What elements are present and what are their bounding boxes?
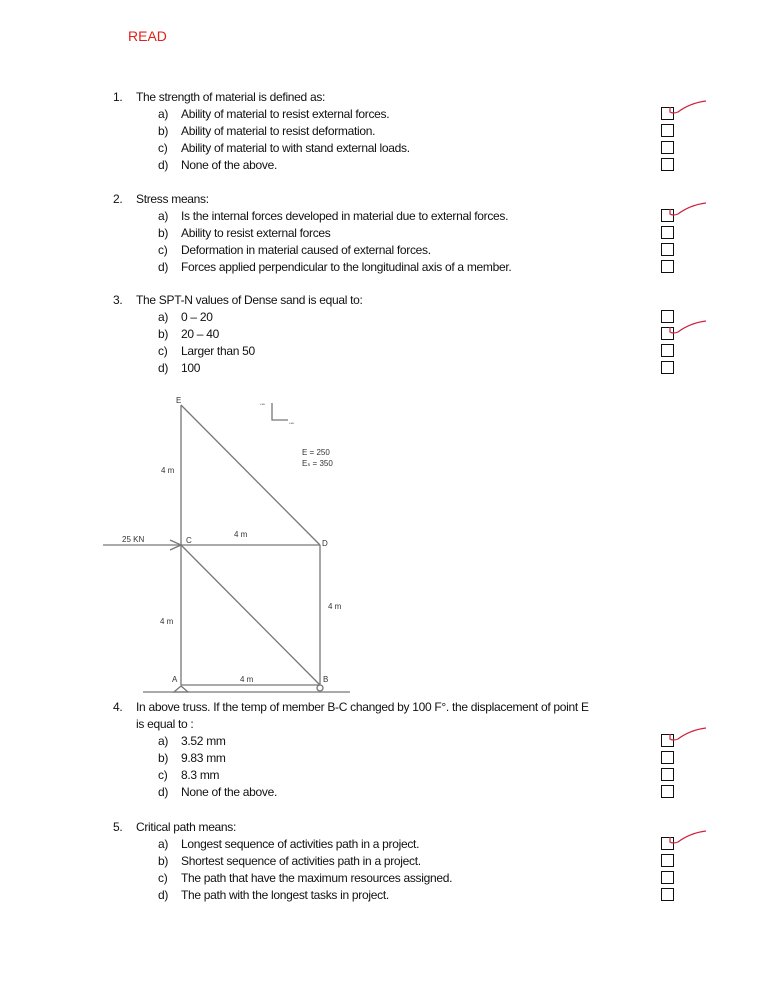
question-text: In above truss. If the temp of member B-C changed by 100 F°. the displacement of point E: [136, 700, 589, 714]
option-letter: a): [158, 837, 169, 851]
option-text: Is the internal forces developed in material due to external forces.: [181, 209, 509, 223]
option-text: Ability to resist external forces: [181, 226, 331, 240]
option-text: 3.52 mm: [181, 734, 226, 748]
axis-label-x: +ve: [289, 421, 294, 425]
node-a-label: A: [172, 675, 178, 684]
pin-support: [174, 686, 188, 692]
option-letter: d): [158, 785, 169, 799]
node-d-label: D: [322, 539, 328, 548]
modulus-s-label: Eₛ = 350: [302, 459, 333, 468]
option-text: Longest sequence of activities path in a project.: [181, 837, 420, 851]
axis-label-y: +ve: [260, 402, 265, 406]
option-text: None of the above.: [181, 158, 278, 172]
option-text: The path that have the maximum resources assigned.: [181, 871, 453, 885]
option-letter: d): [158, 888, 169, 902]
option-text: 100: [181, 361, 201, 375]
option-text: Forces applied perpendicular to the longitudinal axis of a member.: [181, 260, 512, 274]
option-text: 0 – 20: [181, 310, 213, 324]
option-letter: c): [158, 141, 168, 155]
option-letter: b): [158, 327, 169, 341]
axis-icon: [272, 403, 288, 420]
option-text: 9.83 mm: [181, 751, 226, 765]
option-text: Shortest sequence of activities path in a project.: [181, 854, 421, 868]
node-e-label: E: [176, 396, 182, 405]
question-number: 2.: [113, 192, 123, 206]
option-text: Deformation in material caused of external forces.: [181, 243, 431, 257]
option-letter: a): [158, 209, 169, 223]
length-ab: 4 m: [240, 675, 254, 684]
length-ac: 4 m: [160, 617, 174, 626]
option-text: Ability of material to resist deformation.: [181, 124, 376, 138]
option-letter: a): [158, 734, 169, 748]
option-letter: b): [158, 124, 169, 138]
question-number: 5.: [113, 820, 123, 834]
node-b-label: B: [323, 675, 329, 684]
option-letter: b): [158, 854, 169, 868]
option-letter: a): [158, 310, 169, 324]
option-text: None of the above.: [181, 785, 278, 799]
option-letter: b): [158, 751, 169, 765]
option-letter: d): [158, 361, 169, 375]
option-letter: a): [158, 107, 169, 121]
member-ed: [181, 405, 320, 545]
option-text: Ability of material to resist external forces.: [181, 107, 390, 121]
question-text: Stress means:: [136, 192, 209, 206]
option-text: Ability of material to with stand external loads.: [181, 141, 410, 155]
length-db: 4 m: [328, 602, 342, 611]
option-letter: c): [158, 871, 168, 885]
read-header: READ: [128, 28, 167, 44]
option-text: 20 – 40: [181, 327, 219, 341]
question-number: 3.: [113, 293, 123, 307]
option-letter: d): [158, 260, 169, 274]
length-cd: 4 m: [234, 530, 248, 539]
question-text: The SPT-N values of Dense sand is equal to:: [136, 293, 363, 307]
option-letter: c): [158, 344, 168, 358]
option-text: Larger than 50: [181, 344, 255, 358]
question-number: 4.: [113, 700, 123, 714]
option-text: The path with the longest tasks in project.: [181, 888, 389, 902]
option-text: 8.3 mm: [181, 768, 220, 782]
member-cb: [181, 545, 320, 685]
modulus-label: E = 250: [302, 448, 330, 457]
load-label: 25 KN: [122, 535, 145, 544]
question-text: is equal to :: [136, 717, 194, 731]
question-number: 1.: [113, 90, 123, 104]
option-letter: c): [158, 243, 168, 257]
roller-support: [317, 685, 323, 691]
option-letter: b): [158, 226, 169, 240]
question-text: The strength of material is defined as:: [136, 90, 326, 104]
option-letter: c): [158, 768, 168, 782]
question-text: Critical path means:: [136, 820, 237, 834]
length-ce: 4 m: [161, 466, 175, 475]
node-c-label: C: [186, 536, 192, 545]
option-letter: d): [158, 158, 169, 172]
